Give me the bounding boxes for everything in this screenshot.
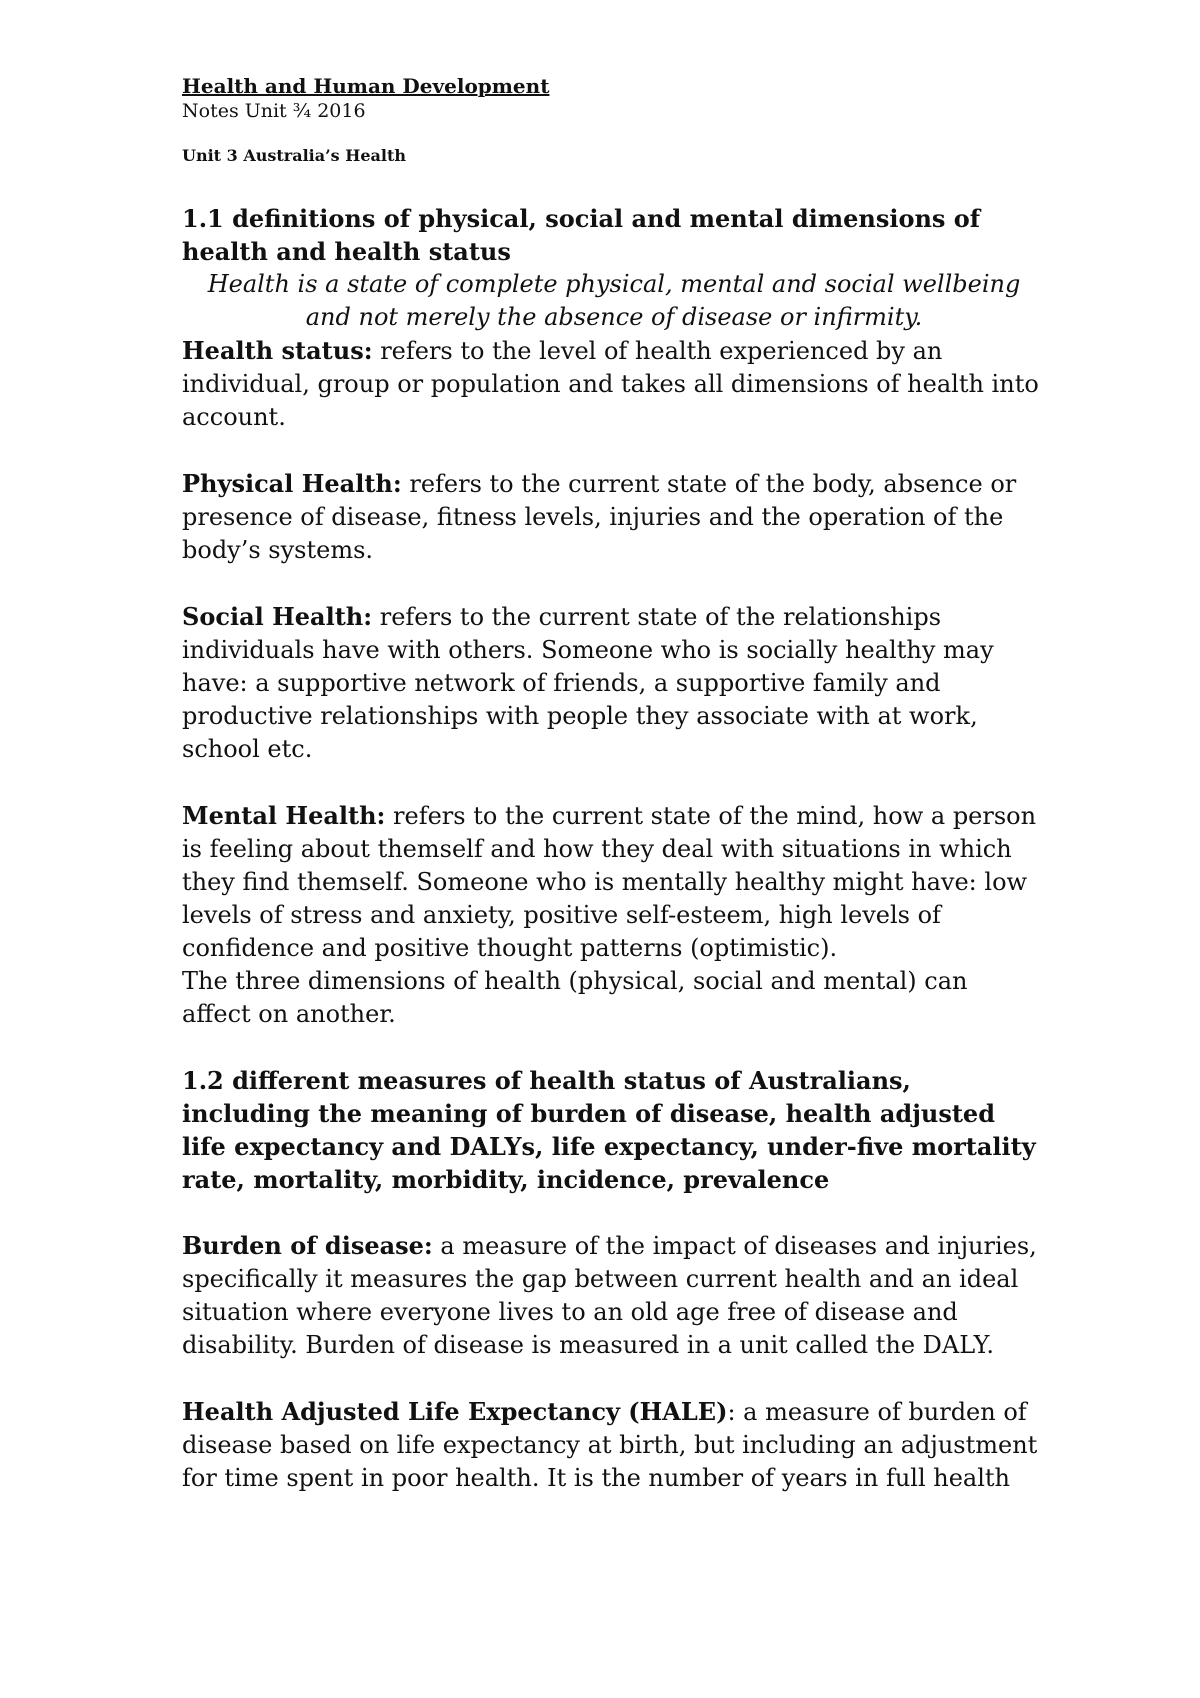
physical-health-text: refers to the current state of the body, absence or presence of disease, fitness levels, injuries and the operation of the body’s systems. bbox=[182, 470, 1017, 564]
section-1-2-heading: 1.2 different measures of health status of Australians, including the meaning of burden of disease, health adjusted life expectancy and DALYs, life expectancy, under-five mortality rate, mortality, morbidity, incidence, prevalence bbox=[182, 1066, 1036, 1194]
section-1-1-heading: 1.1 definitions of physical, social and mental dimensions of health and health status bbox=[182, 204, 981, 266]
document-title: Health and Human Development bbox=[182, 74, 550, 98]
health-status-term: Health status: bbox=[182, 336, 373, 365]
hale-term: Health Adjusted Life Expectancy (HALE) bbox=[182, 1397, 728, 1426]
hale-paragraph bbox=[182, 1395, 1042, 1495]
document-subtitle: Notes Unit ¾ 2016 bbox=[182, 100, 366, 122]
social-health-term: Social Health: bbox=[182, 602, 373, 631]
hale-text: : a measure of burden of disease based on life expectancy at birth, but including an adjustment for time spent in poor health. It is the number of years in full health bbox=[182, 1398, 1038, 1492]
unit-heading: Unit 3 Australia’s Health bbox=[182, 146, 407, 165]
burden-of-disease-text: a measure of the impact of diseases and injuries, specifically it measures the gap between current health and an ideal situation where everyone lives to an old age free of disease and disability. Burden of disease is measured in a unit called the DALY. bbox=[182, 1232, 1037, 1359]
mental-health-term: Mental Health: bbox=[182, 801, 386, 830]
social-health-paragraph bbox=[182, 600, 1042, 766]
health-definition-quote: Health is a state of complete physical, mental and social wellbeing and not merely the absence of disease or infirmity. bbox=[207, 270, 1021, 331]
dimensions-paragraph: The three dimensions of health (physical, social and mental) can affect on another. bbox=[182, 967, 968, 1028]
document-body bbox=[182, 202, 1042, 1528]
burden-of-disease-term: Burden of disease: bbox=[182, 1231, 433, 1260]
burden-of-disease-paragraph bbox=[182, 1229, 1042, 1362]
health-status-paragraph bbox=[182, 334, 1042, 434]
physical-health-paragraph bbox=[182, 467, 1042, 567]
mental-health-paragraph bbox=[182, 799, 1042, 965]
health-status-text: refers to the level of health experienced by an individual, group or population and takes all dimensions of health into account. bbox=[182, 337, 1039, 431]
physical-health-term: Physical Health: bbox=[182, 469, 402, 498]
mental-health-text: refers to the current state of the mind, how a person is feeling about themself and how they deal with situations in which they find themself. Someone who is mentally healthy might have: low levels of stress and anxiety, positive self-esteem, high levels of confidence and positive thought patterns (optimistic). bbox=[182, 802, 1037, 962]
social-health-text: refers to the current state of the relationships individuals have with others. Someone who is socially healthy may have: a supportive network of friends, a supportive family and productive relationships with people they associate with at work, school etc. bbox=[182, 603, 994, 763]
